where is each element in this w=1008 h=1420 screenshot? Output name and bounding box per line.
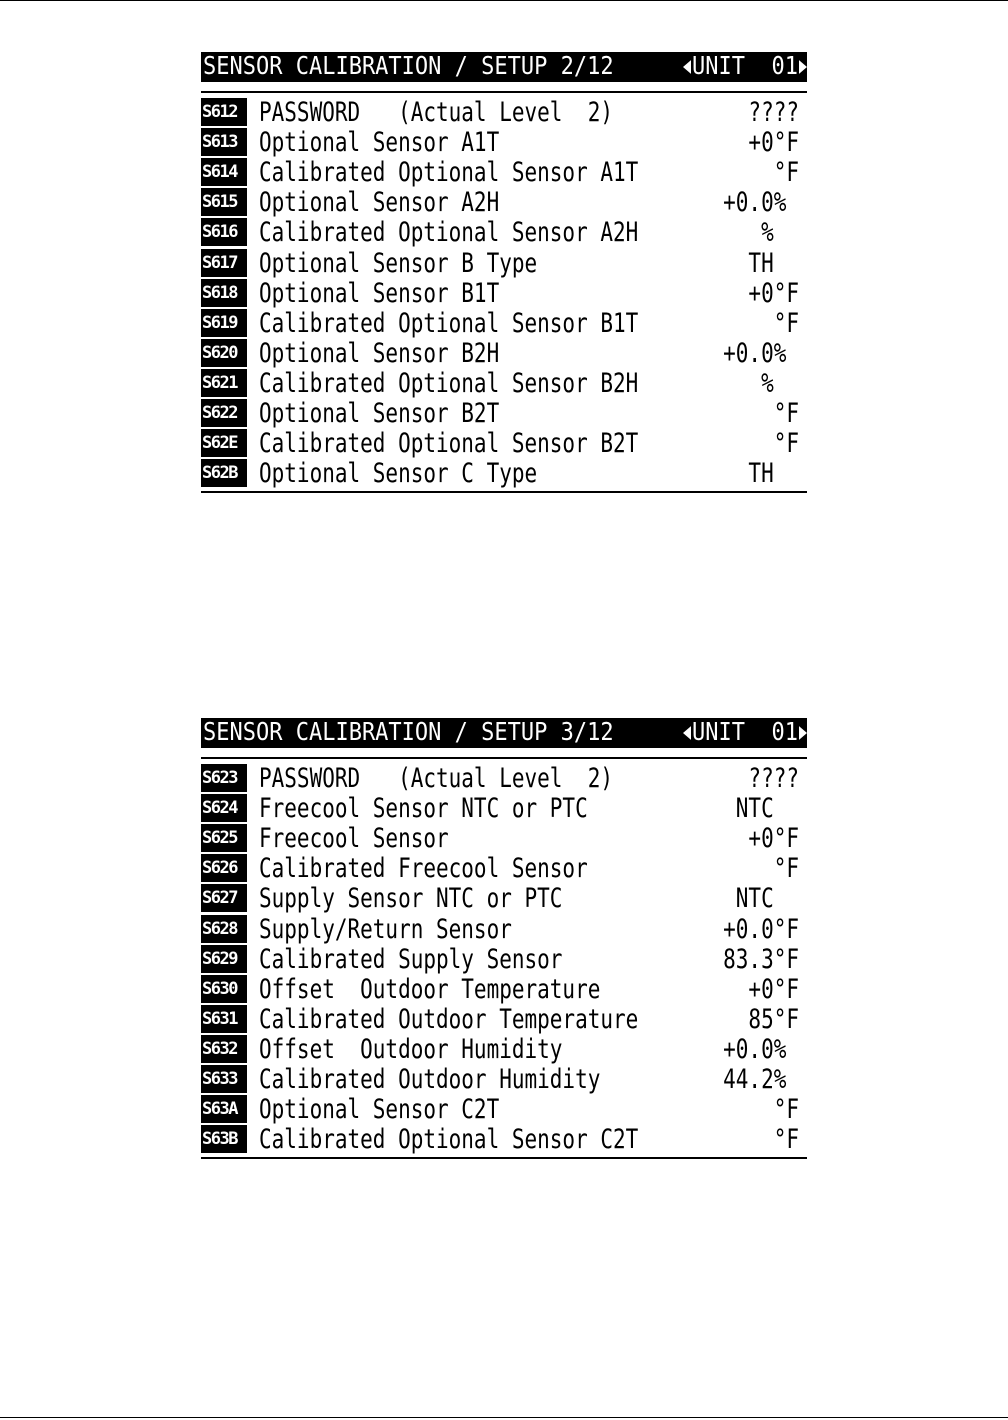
parameter-value[interactable]: 85°F — [748, 1003, 799, 1034]
parameter-value[interactable]: ???? — [748, 763, 799, 794]
parameter-value[interactable]: +0°F — [748, 127, 799, 158]
parameter-code: S63A — [201, 1095, 247, 1123]
parameter-code: S62B — [201, 459, 247, 487]
parameter-code: S617 — [201, 249, 247, 277]
parameter-value[interactable]: °F — [773, 1094, 799, 1125]
parameter-label: PASSWORD (Actual Level 2) — [259, 97, 614, 128]
parameter-code: S632 — [201, 1035, 247, 1063]
parameter-code: S619 — [201, 309, 247, 337]
parameter-label: Optional Sensor A1T — [259, 127, 500, 158]
parameter-value[interactable]: °F — [773, 428, 799, 459]
page-top-rule — [0, 0, 1008, 1]
parameter-label: Optional Sensor B Type — [259, 247, 538, 278]
parameter-label: Optional Sensor B2H — [259, 337, 500, 368]
screen-title: SENSOR CALIBRATION / SETUP 2/12 — [203, 52, 614, 81]
parameter-code: S620 — [201, 339, 247, 367]
screen-title-bar — [201, 718, 807, 748]
parameter-row[interactable] — [201, 458, 807, 488]
parameter-code: S612 — [201, 98, 247, 126]
parameter-label: Calibrated Outdoor Temperature — [259, 1003, 639, 1034]
left-arrow-icon[interactable] — [683, 726, 691, 740]
parameter-row[interactable] — [201, 1034, 807, 1064]
parameter-row[interactable] — [201, 308, 807, 338]
parameter-row[interactable] — [201, 1004, 807, 1034]
parameter-row[interactable] — [201, 398, 807, 428]
right-arrow-icon[interactable] — [799, 726, 807, 740]
lcd-screen-setup-3 — [201, 718, 807, 1159]
parameter-code: S623 — [201, 764, 247, 792]
parameter-code: S616 — [201, 218, 247, 246]
parameter-row[interactable] — [201, 428, 807, 458]
parameter-value[interactable]: °F — [773, 157, 799, 188]
parameter-code: S615 — [201, 188, 247, 216]
parameter-row[interactable] — [201, 368, 807, 398]
parameter-label: Supply/Return Sensor — [259, 913, 512, 944]
parameter-row[interactable] — [201, 1064, 807, 1094]
parameter-value[interactable]: +0.0% — [723, 187, 799, 218]
parameter-code: S625 — [201, 824, 247, 852]
parameter-label: Calibrated Optional Sensor A1T — [259, 157, 639, 188]
parameter-code: S614 — [201, 158, 247, 186]
page-bottom-rule — [0, 1417, 1008, 1418]
parameter-row[interactable] — [201, 278, 807, 308]
parameter-label: Calibrated Optional Sensor B2H — [259, 367, 639, 398]
parameter-label: Freecool Sensor — [259, 823, 449, 854]
parameter-code: S631 — [201, 1005, 247, 1033]
parameter-row[interactable] — [201, 97, 807, 127]
parameter-value[interactable]: °F — [773, 307, 799, 338]
parameter-row[interactable] — [201, 1094, 807, 1124]
parameter-label: Calibrated Outdoor Humidity — [259, 1063, 601, 1094]
parameter-value[interactable]: NTC — [735, 883, 799, 914]
parameter-code: S621 — [201, 369, 247, 397]
parameter-code: S624 — [201, 794, 247, 822]
screen-title: SENSOR CALIBRATION / SETUP 3/12 — [203, 718, 614, 747]
parameter-label: Optional Sensor B2T — [259, 397, 500, 428]
parameter-code: S62E — [201, 429, 247, 457]
screen-title-bar — [201, 52, 807, 82]
parameter-row[interactable] — [201, 974, 807, 1004]
parameter-row[interactable] — [201, 944, 807, 974]
parameter-label: Calibrated Supply Sensor — [259, 943, 563, 974]
parameter-value[interactable]: °F — [773, 1124, 799, 1155]
parameter-list — [201, 91, 807, 493]
parameter-value[interactable]: ???? — [748, 97, 799, 128]
parameter-value[interactable]: NTC — [735, 793, 799, 824]
parameter-code: S630 — [201, 975, 247, 1003]
parameter-code: S629 — [201, 945, 247, 973]
parameter-row[interactable] — [201, 127, 807, 157]
parameter-label: Calibrated Optional Sensor C2T — [259, 1124, 639, 1155]
parameter-value[interactable]: 83.3°F — [723, 943, 799, 974]
parameter-row[interactable] — [201, 823, 807, 853]
parameter-value[interactable]: +0°F — [748, 277, 799, 308]
lcd-screen-setup-2 — [201, 52, 807, 493]
parameter-code: S63B — [201, 1125, 247, 1153]
parameter-label: Freecool Sensor NTC or PTC — [259, 793, 588, 824]
unit-label: UNIT 01 — [692, 52, 798, 81]
parameter-label: Calibrated Optional Sensor B2T — [259, 428, 639, 459]
parameter-code: S628 — [201, 915, 247, 943]
parameter-value[interactable]: % — [761, 217, 799, 248]
parameter-row[interactable] — [201, 763, 807, 793]
unit-label: UNIT 01 — [692, 718, 798, 747]
parameter-value[interactable]: +0.0% — [723, 337, 799, 368]
parameter-row[interactable] — [201, 187, 807, 217]
parameter-code: S613 — [201, 128, 247, 156]
parameter-row[interactable] — [201, 853, 807, 883]
parameter-value[interactable]: +0.0°F — [723, 913, 799, 944]
parameter-label: Optional Sensor C2T — [259, 1094, 500, 1125]
parameter-value[interactable]: 44.2% — [723, 1063, 799, 1094]
unit-selector[interactable] — [683, 716, 807, 751]
parameter-label: Offset Outdoor Humidity — [259, 1033, 563, 1064]
parameter-label: Calibrated Optional Sensor B1T — [259, 307, 639, 338]
parameter-row[interactable] — [201, 913, 807, 943]
left-arrow-icon[interactable] — [683, 60, 691, 74]
parameter-label: Calibrated Freecool Sensor — [259, 853, 588, 884]
parameter-value[interactable]: +0°F — [748, 823, 799, 854]
parameter-row[interactable] — [201, 793, 807, 823]
right-arrow-icon[interactable] — [799, 60, 807, 74]
parameter-row[interactable] — [201, 338, 807, 368]
parameter-value[interactable]: °F — [773, 853, 799, 884]
parameter-code: S626 — [201, 854, 247, 882]
parameter-value[interactable]: TH — [748, 458, 799, 489]
parameter-row[interactable] — [201, 883, 807, 913]
unit-selector[interactable] — [683, 50, 807, 85]
parameter-label: Optional Sensor A2H — [259, 187, 500, 218]
parameter-code: S633 — [201, 1065, 247, 1093]
parameter-row[interactable] — [201, 1124, 807, 1154]
parameter-value[interactable]: +0.0% — [723, 1033, 799, 1064]
parameter-label: PASSWORD (Actual Level 2) — [259, 763, 614, 794]
parameter-label: Optional Sensor B1T — [259, 277, 500, 308]
parameter-label: Optional Sensor C Type — [259, 458, 538, 489]
parameter-value[interactable]: +0°F — [748, 973, 799, 1004]
parameter-code: S627 — [201, 884, 247, 912]
parameter-label: Calibrated Optional Sensor A2H — [259, 217, 639, 248]
parameter-label: Offset Outdoor Temperature — [259, 973, 601, 1004]
parameter-value[interactable]: % — [761, 367, 799, 398]
parameter-value[interactable]: TH — [748, 247, 799, 278]
parameter-list — [201, 757, 807, 1159]
parameter-label: Supply Sensor NTC or PTC — [259, 883, 563, 914]
parameter-value[interactable]: °F — [773, 397, 799, 428]
parameter-code: S618 — [201, 279, 247, 307]
parameter-row[interactable] — [201, 157, 807, 187]
parameter-row[interactable] — [201, 247, 807, 277]
parameter-code: S622 — [201, 399, 247, 427]
parameter-row[interactable] — [201, 217, 807, 247]
